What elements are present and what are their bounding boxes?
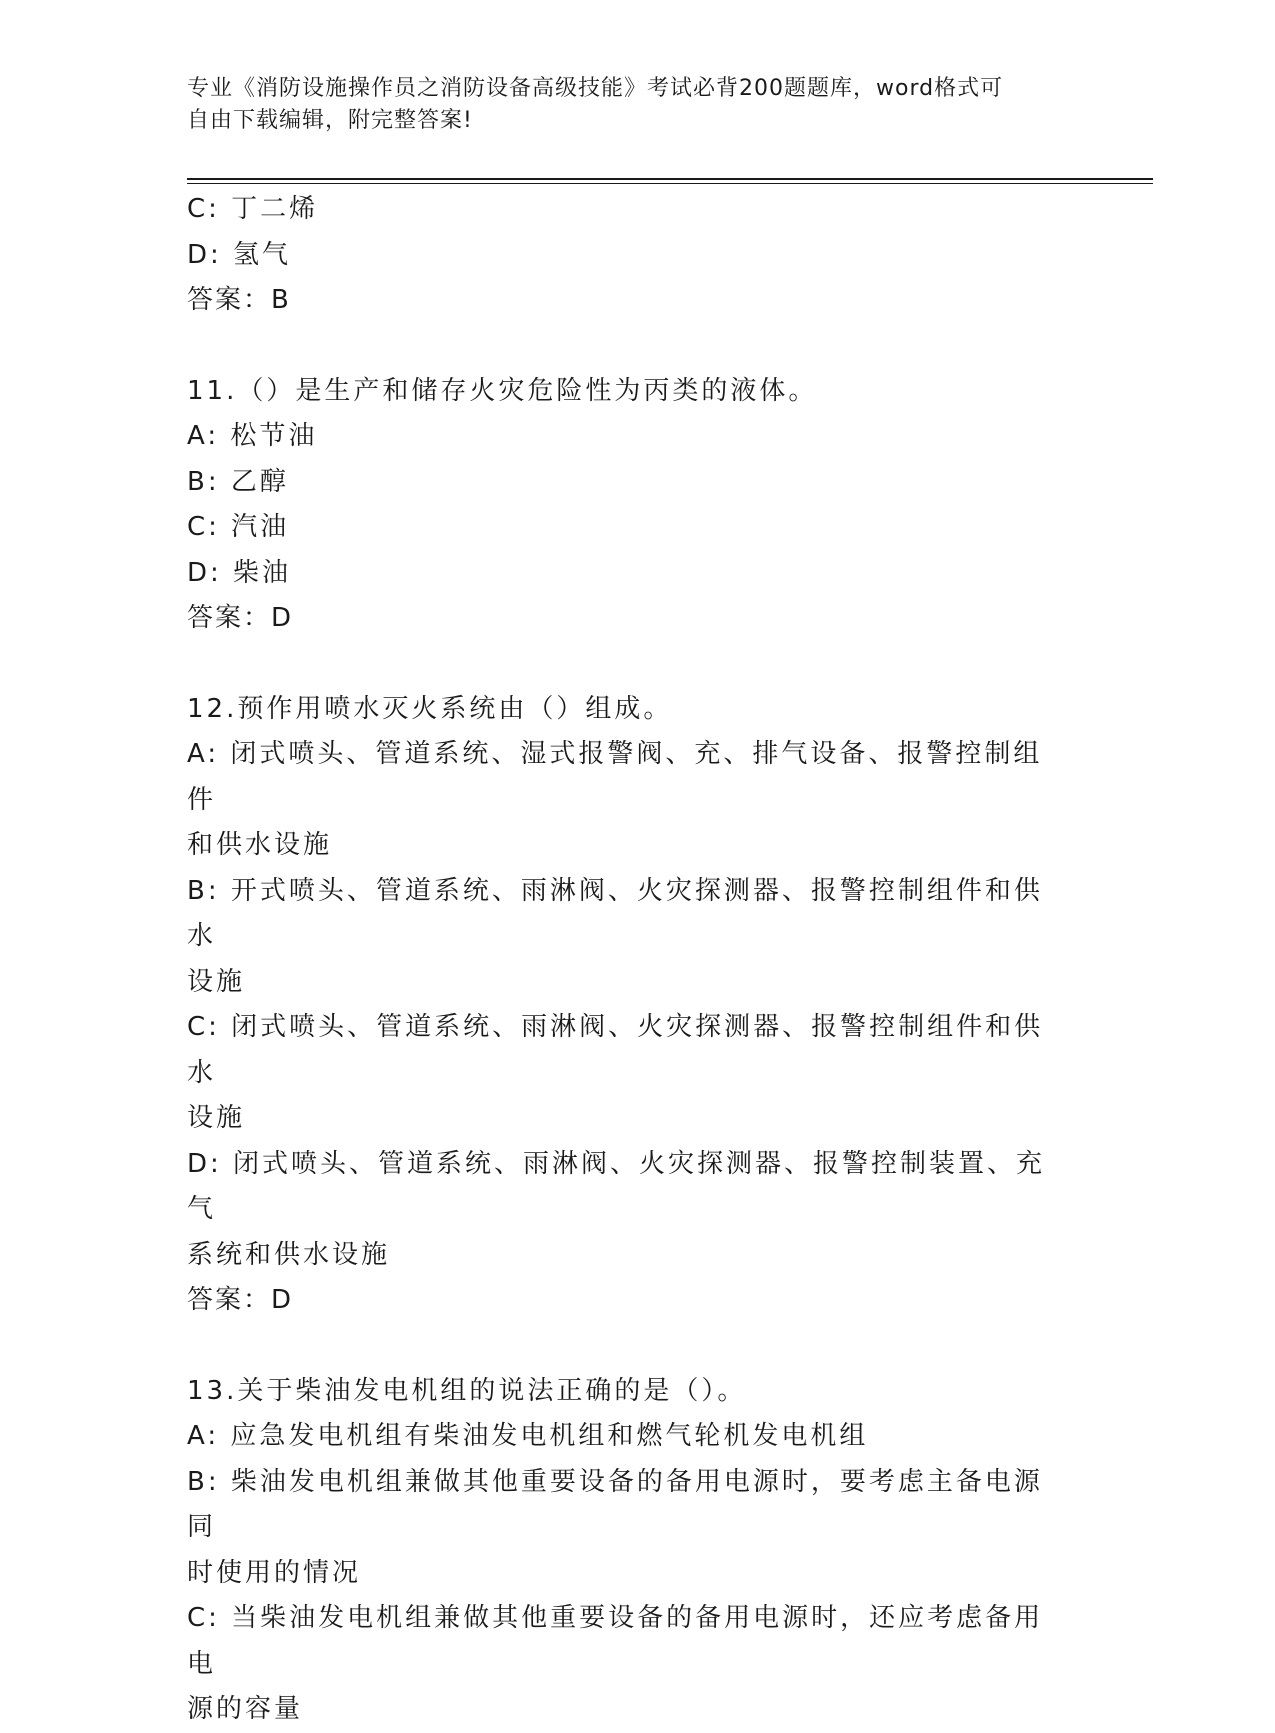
question-list	[187, 187, 1067, 1733]
header-line-2: 自由下载编辑，附完整答案!	[187, 108, 473, 133]
question-line: D: 柴油	[187, 557, 292, 588]
question-line: A: 松节油	[187, 421, 318, 451]
question-line: B: 柴油发电机组兼做其他重要设备的备用电源时，要考虑主备电源同	[187, 1466, 1043, 1542]
question-line: D: 闭式喷头、管道系统、雨淋阀、火灾探测器、报警控制装置、充气	[187, 1148, 1046, 1224]
question-line: B: 开式喷头、管道系统、雨淋阀、火灾探测器、报警控制组件和供水	[187, 875, 1043, 951]
question-block	[187, 369, 1067, 642]
header-divider-thin	[187, 183, 1153, 184]
question-line: 时使用的情况	[187, 1557, 362, 1588]
document-header	[187, 73, 1087, 137]
header-divider-thick	[187, 178, 1153, 180]
question-line: B: 乙醇	[187, 466, 289, 497]
answer-line: 答案：D	[187, 1285, 294, 1315]
question-line: C: 闭式喷头、管道系统、雨淋阀、火灾探测器、报警控制组件和供水	[187, 1012, 1044, 1088]
question-line: 11.（）是生产和储存火灾危险性为丙类的液体。	[187, 375, 818, 406]
question-line: D: 氢气	[187, 239, 292, 270]
question-block	[187, 687, 1067, 1324]
question-block	[187, 187, 1067, 324]
answer-line: 答案：D	[187, 603, 294, 633]
header-line-1: 专业《消防设施操作员之消防设备高级技能》考试必背200题题库，word格式可	[187, 76, 1004, 101]
question-line: C: 丁二烯	[187, 194, 319, 224]
question-line: A: 闭式喷头、管道系统、湿式报警阀、充、排气设备、报警控制组件	[187, 739, 1043, 815]
question-line: A: 应急发电机组有柴油发电机组和燃气轮机发电机组	[187, 1421, 869, 1451]
question-line: 12.预作用喷水灭火系统由（）组成。	[187, 693, 673, 724]
question-line: C: 汽油	[187, 512, 290, 542]
question-line: 和供水设施	[187, 830, 333, 860]
question-line: 设施	[187, 966, 246, 997]
question-line: 源的容量	[187, 1694, 304, 1724]
question-line: 13.关于柴油发电机组的说法正确的是（）。	[187, 1375, 747, 1406]
answer-line: 答案：B	[187, 285, 291, 315]
question-block	[187, 1369, 1067, 1733]
question-line: C: 当柴油发电机组兼做其他重要设备的备用电源时，还应考虑备用电	[187, 1603, 1044, 1679]
question-line: 设施	[187, 1103, 246, 1133]
question-line: 系统和供水设施	[187, 1239, 391, 1270]
